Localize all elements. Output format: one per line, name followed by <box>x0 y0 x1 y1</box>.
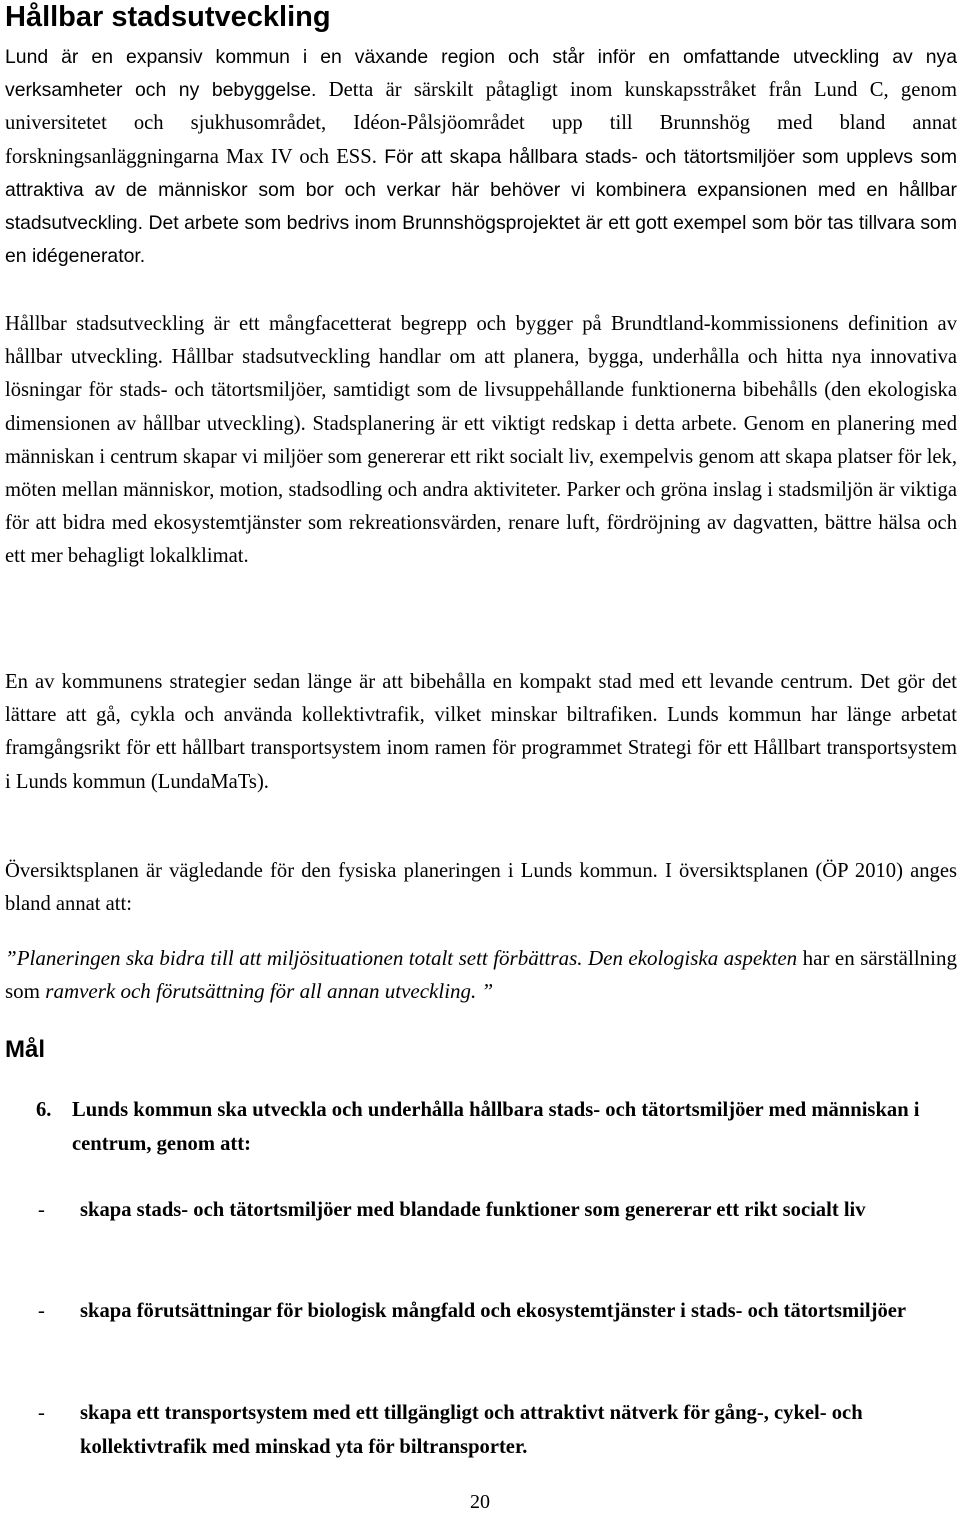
bullet-dash: - <box>38 1402 45 1424</box>
bullet-dash: - <box>38 1300 45 1322</box>
quote-close-mark: ” <box>476 979 494 1004</box>
goal-text: Lunds kommun ska utveckla och underhålla hållbara stads- och tätortsmiljöer med människan i centrum, genom att: <box>72 1099 920 1155</box>
bullet-text: skapa stads- och tätortsmiljöer med blandade funktioner som genererar ett rikt socialt liv <box>80 1199 866 1221</box>
paragraph-intro-part-1: Lund är en expansiv kommun i en växande region och står inför en omfattande utveckling av nya verksamheter och ny bebyggelse. <box>5 46 957 102</box>
paragraph-compact-city: En av kommunens strategier sedan länge är att bibehålla en kompakt stad med ett levande centrum. Det gör det lättare att gå, cykla och använda kollektivtrafik, vilket minskar biltrafiken. Lunds kommun har länge arbetat framgångsrikt för ett hållbart transportsystem inom ramen för programmet Strategi för ett Hållbart transportsystem i Lunds kommun (LundaMaTs). <box>5 671 957 793</box>
bullet-dash: - <box>38 1199 45 1221</box>
paragraph-definition <box>5 308 957 574</box>
quote-italic-part-2: ramverk och förutsättning för all annan utveckling. <box>45 979 477 1004</box>
bullet-text: skapa förutsättningar för biologisk mångfald och ekosystemtjänster i stads- och tätortsmiljöer <box>80 1300 907 1322</box>
quote-open-mark: ” <box>5 946 17 970</box>
goal-number: 6. <box>36 1099 52 1121</box>
goal-item <box>36 1093 936 1161</box>
paragraph-intro-part-2: Detta är särskilt påtagligt inom kunskapsstråket från Lund C, genom universitetet och sjukhusområdet, Idéon-Pålsjöområdet upp till Brunnshög med bland annat forskningsanläggningarna Max IV och ESS. <box>5 79 957 168</box>
list-item <box>38 1193 948 1227</box>
paragraph-overview-plan: Översiktsplanen är vägledande för den fysiska planeringen i Lunds kommun. I översiktsplanen (ÖP 2010) anges bland annat att: <box>5 860 957 916</box>
list-item <box>38 1396 948 1464</box>
paragraph-definition-part-2: Hållbar stadsutveckling handlar om att planera, bygga, underhålla och hitta nya innovativa lösningar för stads- och tätortsmiljöer, samtidigt som de livsuppehållande funktionerna bibehålls (den ekologiska dimensionen av hållbar utveckling). Stadsplanering är ett viktigt redskap i detta arbete. Genom en planering med människan i centrum skapar vi miljöer som genererar ett rikt socialt liv, exempelvis genom att skapa platser för lek, möten mellan människor, motion, stadsodling och andra aktiviteter. Parker och gröna inslag i stadsmiljön är viktiga för att bidra med ekosystemtjänster som rekreationsvärden, renare luft, fördröjning av dagvatten, bättre hälsa och ett mer behagligt lokalklimat. <box>5 346 958 568</box>
page-title: Hållbar stadsutveckling <box>5 1 331 33</box>
list-item <box>38 1294 948 1328</box>
quote-italic-part-1: Planeringen ska bidra till att miljösituationen totalt sett förbättras. Den ekologiska aspekten <box>16 946 798 970</box>
paragraph-intro <box>5 41 957 273</box>
quote-normal-part: har en särställning som <box>5 946 958 1004</box>
goals-heading: Mål <box>5 1036 46 1063</box>
paragraph-definition-part-1: Hållbar stadsutveckling är ett mångfacetterat begrepp och bygger på Brundtland-kommissionens definition av hållbar utveckling. <box>5 313 957 369</box>
paragraph-intro-part-3: För att skapa hållbara stads- och tätortsmiljöer som upplevs som attraktiva av de människor som bor och verkar här behöver vi kombinera expansionen med en hållbar stadsutveckling. Det arbete som bedrivs inom Brunnshögsprojektet är ett gott exempel som bör tas tillvara som en idégenerator. <box>5 145 957 268</box>
block-quote <box>5 942 957 1008</box>
page-number: 20 <box>470 1491 490 1513</box>
bullet-text: skapa ett transportsystem med ett tillgängligt och attraktivt nätverk för gång-, cykel- och kollektivtrafik med minskad yta för biltransporter. <box>80 1402 863 1458</box>
